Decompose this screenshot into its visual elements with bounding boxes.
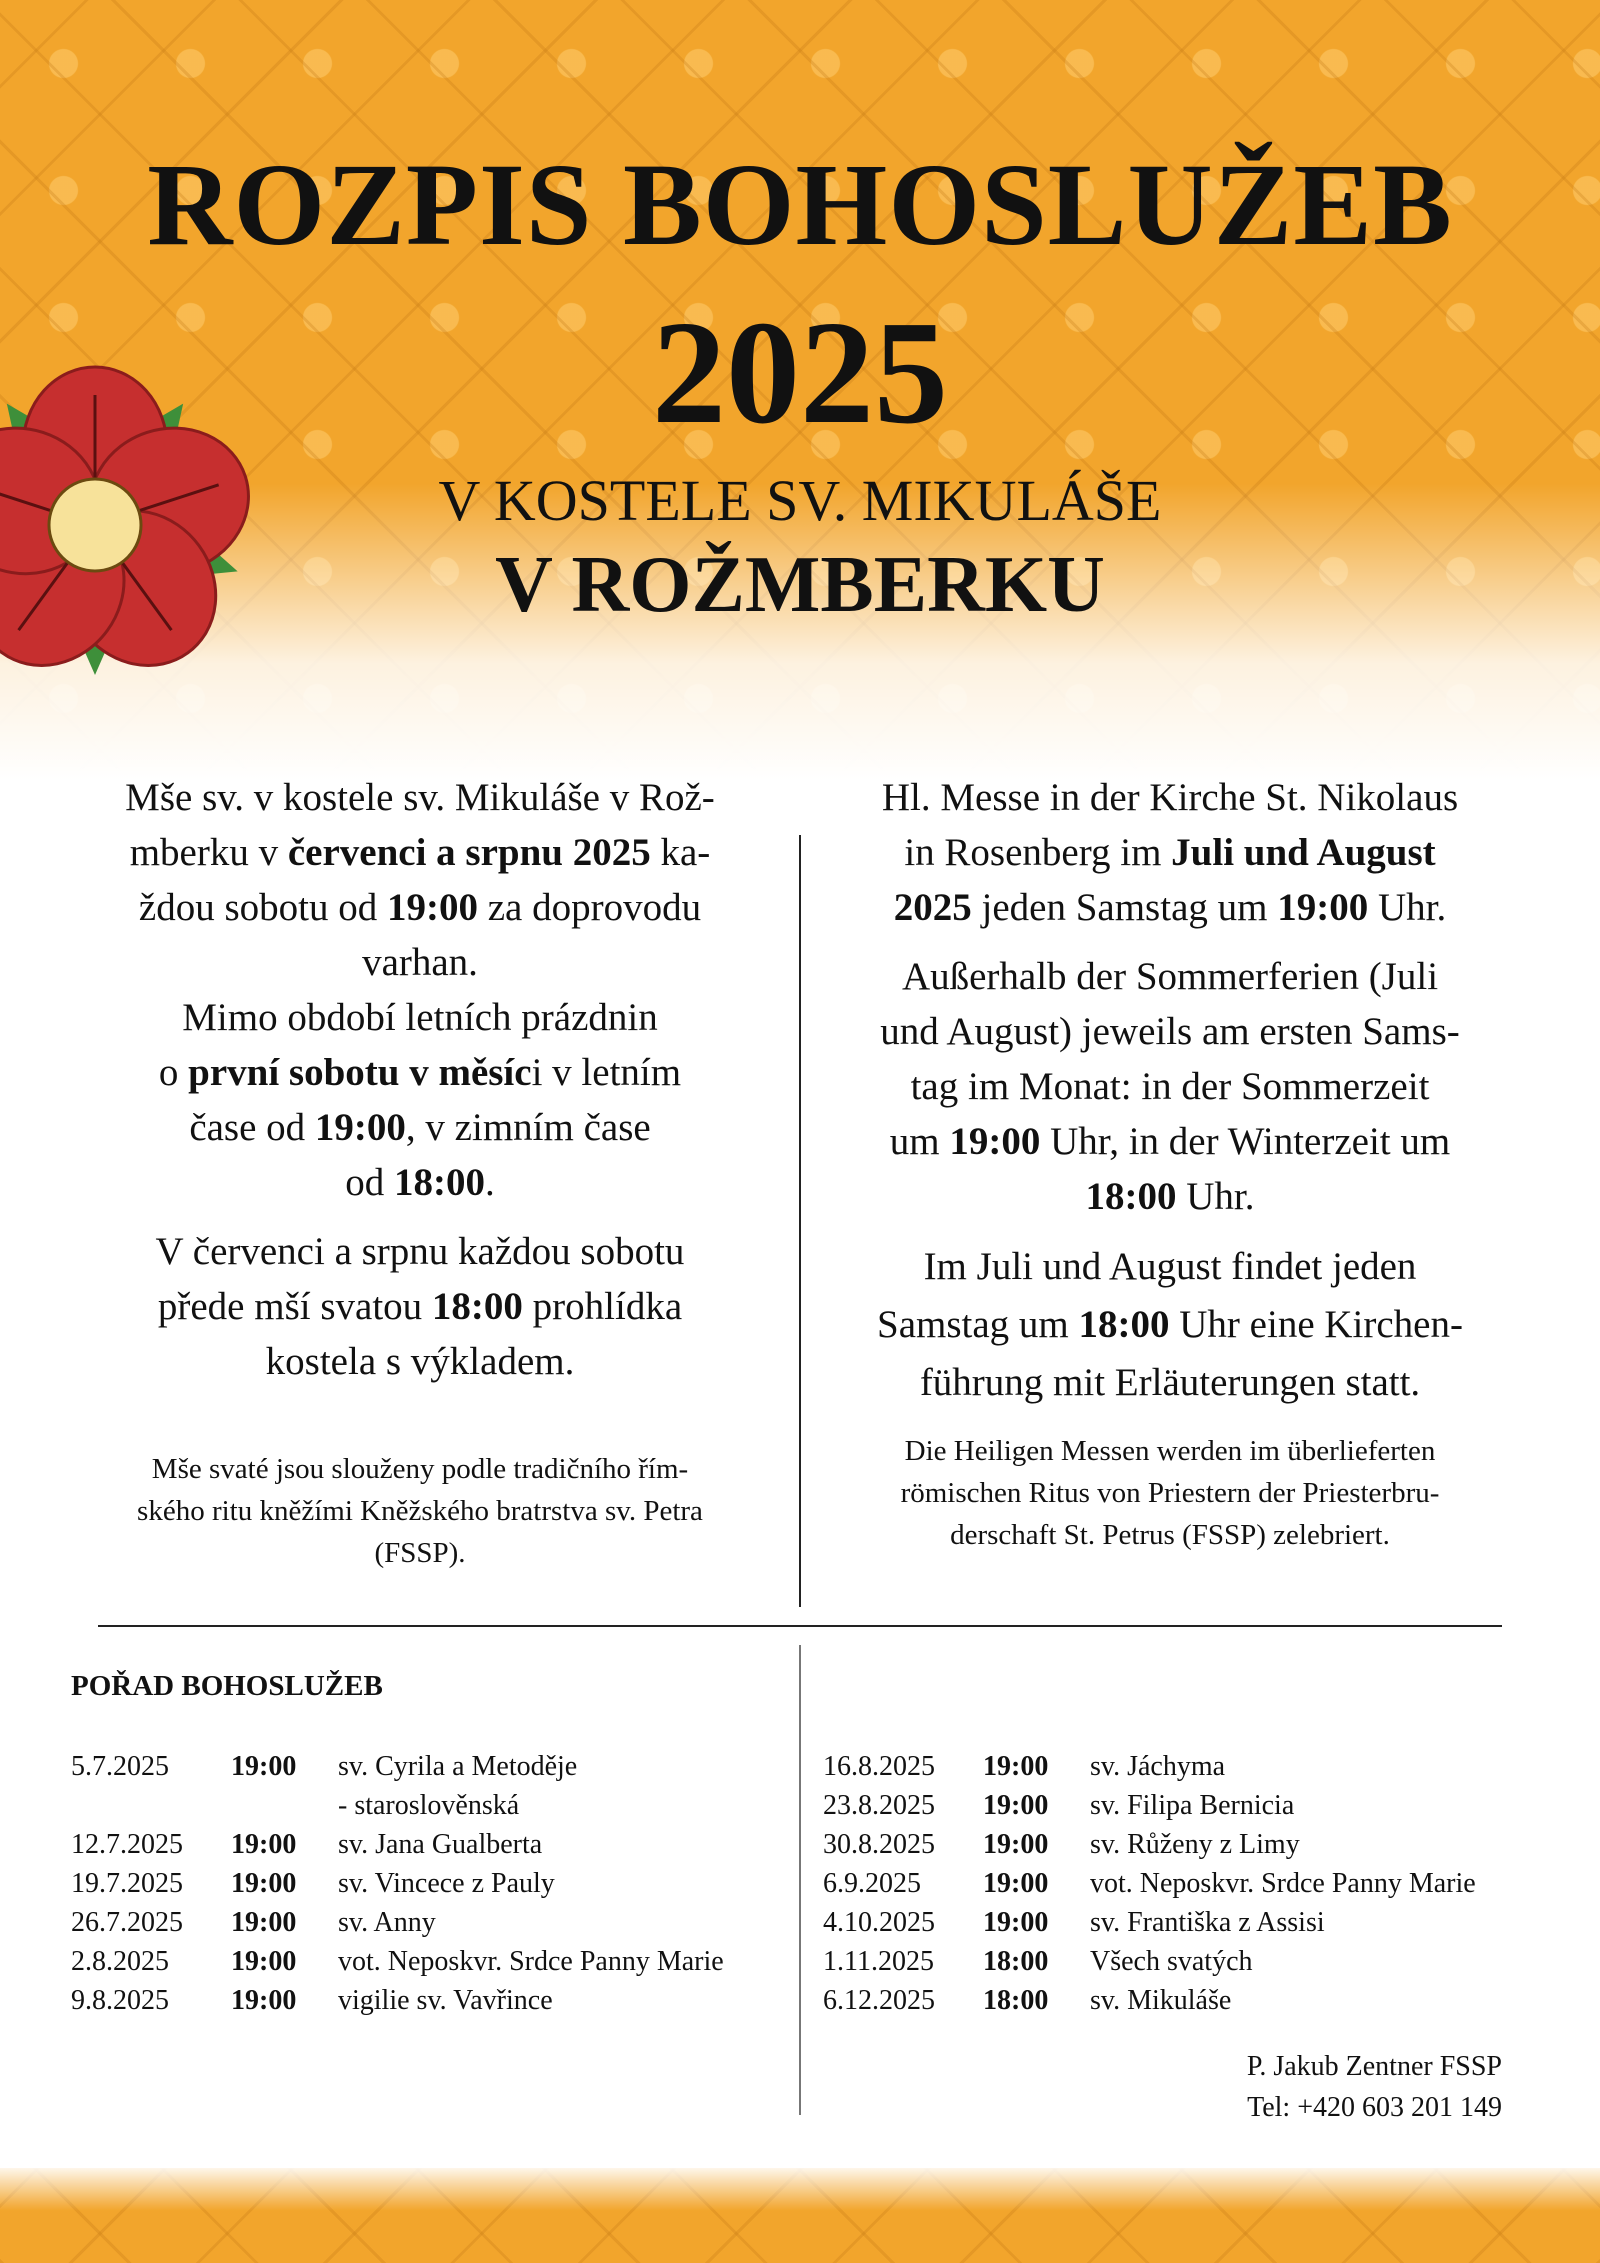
service-time: 19:00	[983, 1907, 1049, 1938]
czech-paragraph-2: Mimo období letních prázdnin o první sobotu v měsíci v letním čase od 19:00, v zimním čase od 18:00.	[158, 996, 682, 1204]
schedule-row	[823, 1903, 1563, 1942]
service-time: 19:00	[231, 1829, 297, 1860]
year-heading: 2025	[652, 291, 948, 455]
schedule-row	[823, 1825, 1563, 1864]
service-feast: sv. Jáchyma	[1090, 1751, 1226, 1782]
schedule-row	[71, 1747, 791, 1786]
service-feast: sv. Růženy z Limy	[1090, 1829, 1300, 1860]
schedule-list-left	[71, 1747, 791, 2020]
section-divider	[98, 1625, 1502, 1627]
schedule-row	[71, 1786, 791, 1825]
german-paragraph-1: Hl. Messe in der Kirche St. Nikolaus in Rosenberg im Juli und August 2025 jeden Samstag um 19:00 Uhr.	[881, 776, 1459, 929]
schedule-row	[71, 1825, 791, 1864]
service-date: 2.8.2025	[71, 1946, 169, 1977]
service-time: 19:00	[231, 1868, 297, 1899]
service-date: 5.7.2025	[71, 1751, 169, 1782]
service-date: 6.12.2025	[823, 1985, 935, 2016]
schedule-row	[823, 1864, 1563, 1903]
page-title: ROZPIS BOHOSLUŽEB	[147, 139, 1453, 270]
german-rite-note: Die Heiligen Messen werden im überlieferten römischen Ritus von Priestern der Priesterbru- derschaft St. Petrus (FSSP) zelebriert.	[900, 1435, 1440, 1551]
service-feast: sv. Cyrila a Metoděje	[338, 1751, 578, 1782]
schedule-row	[71, 1942, 791, 1981]
service-time	[231, 1786, 338, 1825]
service-time: 19:00	[231, 1907, 297, 1938]
schedule-row	[823, 1786, 1563, 1825]
service-date: 30.8.2025	[823, 1829, 935, 1860]
service-date: 23.8.2025	[823, 1790, 935, 1821]
service-date: 26.7.2025	[71, 1907, 183, 1938]
schedule-column-divider	[799, 1645, 801, 2115]
schedule-row	[71, 1981, 791, 2020]
schedule-title: POŘAD BOHOSLUŽEB	[71, 1670, 383, 1702]
czech-rite-note: Mše svaté jsou slouženy podle tradičního řím- ského ritu kněžími Kněžského bratrstva sv. Petra (FSSP).	[137, 1453, 703, 1569]
german-info-column	[820, 770, 1520, 1412]
subtitle-town: V ROŽMBERKU	[495, 541, 1105, 629]
czech-paragraph-3: V červenci a srpnu každou sobotu přede mší svatou 18:00 prohlídka kostela s výkladem.	[155, 1230, 685, 1383]
service-date: 9.8.2025	[71, 1985, 169, 2016]
subtitle-church: V KOSTELE SV. MIKULÁŠE	[438, 468, 1162, 533]
service-time: 19:00	[983, 1790, 1049, 1821]
service-time: 19:00	[231, 1751, 297, 1782]
service-feast: vot. Neposkvr. Srdce Panny Marie	[1090, 1868, 1476, 1899]
service-date: 12.7.2025	[71, 1829, 183, 1860]
service-time: 18:00	[983, 1946, 1049, 1977]
service-date: 1.11.2025	[823, 1946, 934, 1977]
service-feast: sv. Mikuláše	[1090, 1985, 1232, 2016]
czech-info-column	[70, 770, 770, 1389]
service-date: 19.7.2025	[71, 1868, 183, 1899]
contact-phone: Tel: +420 603 201 149	[1247, 2092, 1502, 2123]
service-feast: Všech svatých	[1090, 1946, 1253, 1977]
service-feast: vot. Neposkvr. Srdce Panny Marie	[338, 1946, 724, 1977]
service-time: 19:00	[231, 1985, 297, 2016]
contact-block	[1247, 2046, 1502, 2128]
schedule-row	[71, 1903, 791, 1942]
schedule-row	[823, 1747, 1563, 1786]
service-feast: sv. Filipa Bernicia	[1090, 1790, 1295, 1821]
service-feast: sv. Anny	[338, 1907, 436, 1938]
service-feast: sv. Františka z Assisi	[1090, 1907, 1325, 1938]
service-feast: sv. Vincece z Pauly	[338, 1868, 555, 1899]
service-time: 19:00	[983, 1751, 1049, 1782]
czech-paragraph-1: Mše sv. v kostele sv. Mikuláše v Rož- mberku v červenci a srpnu 2025 ka- ždou sobotu od 19:00 za doprovodu varhan.	[125, 776, 715, 984]
service-feast: vigilie sv. Vavřince	[338, 1985, 553, 2016]
service-feast: - staroslověnská	[338, 1790, 520, 1821]
service-date: 4.10.2025	[823, 1907, 935, 1938]
schedule-row	[71, 1864, 791, 1903]
service-time: 18:00	[983, 1985, 1049, 2016]
german-paragraph-2: Außerhalb der Sommerferien (Juli und August) jeweils am ersten Sams- tag im Monat: in der Sommerzeit um 19:00 Uhr, in der Winterzeit um 18:00 Uhr.	[880, 955, 1460, 1218]
schedule-list-right	[823, 1747, 1563, 2020]
service-date: 6.9.2025	[823, 1868, 921, 1899]
german-paragraph-3: Im Juli und August findet jeden Samstag um 18:00 Uhr eine Kirchen- führung mit Erläuterungen statt.	[877, 1245, 1463, 1404]
service-date: 16.8.2025	[823, 1751, 935, 1782]
service-time: 19:00	[983, 1868, 1049, 1899]
contact-name: P. Jakub Zentner FSSP	[1246, 2051, 1502, 2082]
service-time: 19:00	[231, 1946, 297, 1977]
schedule-row	[823, 1942, 1563, 1981]
service-date	[71, 1786, 231, 1825]
ornamental-footer-band	[0, 2168, 1600, 2263]
service-feast: sv. Jana Gualberta	[338, 1829, 543, 1860]
service-time: 19:00	[983, 1829, 1049, 1860]
column-divider	[799, 835, 801, 1607]
schedule-row	[823, 1981, 1563, 2020]
